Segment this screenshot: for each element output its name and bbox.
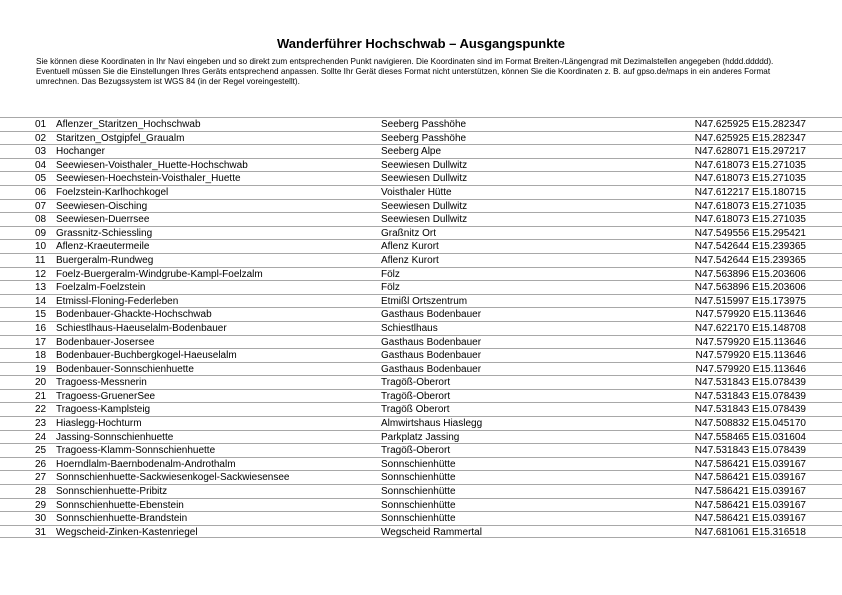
route-number: 21 [35,390,47,402]
route-number: 08 [35,214,47,226]
route-name: Seewiesen-Oisching [56,200,148,212]
table-row [0,443,842,457]
table-row [0,402,842,416]
route-number: 31 [35,526,47,538]
starting-point: Seewiesen Dullwitz [381,214,468,226]
table-row [0,267,842,281]
coordinates: N47.622170 E15.148708 [694,322,806,334]
starting-point: Tragöß-Oberort [381,445,451,457]
starting-point: Parkplatz Jassing [381,431,460,443]
table-row [0,457,842,471]
table-row [0,280,842,294]
route-name: Tragoess-Klamm-Sonnschienhuette [56,445,216,457]
starting-point: Schiestlhaus [381,322,438,334]
coordinates: N47.531843 E15.078439 [694,390,806,402]
route-name: Buergeralm-Rundweg [56,254,154,266]
intro-paragraph: Eventuell müssen Sie die Einstellungen Ihres Geräts entsprechend anpassen. Sollte Ihr Gerät dieses Format nicht unterstützen, können Sie die Koordinaten z. B. auf gpso.de/maps in ein anderes Format umrechnen. Das Bezugssystem ist WGS 84 (in der Regel voreingestellt). [36,67,771,86]
route-number: 07 [35,200,47,212]
route-name: Bodenbauer-Buchbergkogel-Haeuselalm [56,350,237,362]
starting-point: Etmißl Ortszentrum [381,295,468,307]
route-name: Jassing-Sonnschienhuette [56,431,174,443]
table-row [0,511,842,525]
table-row [0,158,842,172]
table-row [0,144,842,158]
starting-point: Almwirtshaus Hiaslegg [381,418,483,430]
starting-point: Sonnschienhütte [381,513,456,525]
route-number: 27 [35,472,47,484]
starting-points-table [0,117,842,538]
route-name: Bodenbauer-Josersee [56,336,155,348]
route-number: 01 [35,119,47,130]
route-name: Tragoess-Kamplsteig [56,404,151,416]
route-name: Hiaslegg-Hochturm [56,418,142,430]
table-row [0,294,842,308]
route-name: Bodenbauer-Sonnschienhuette [56,363,194,375]
route-name: Aflenz-Kraeutermeile [56,241,150,253]
coordinates: N47.508832 E15.045170 [694,418,806,430]
starting-point: Seeberg Alpe [381,146,442,158]
starting-point: Aflenz Kurort [381,241,439,253]
starting-point: Tragöß-Oberort [381,390,451,402]
coordinates: N47.558465 E15.031604 [694,431,806,443]
route-number: 12 [35,268,47,280]
route-name: Grassnitz-Schiessling [56,227,153,239]
route-name: Foelzstein-Karlhochkogel [56,186,169,198]
starting-point: Seewiesen Dullwitz [381,159,468,171]
table-row [0,185,842,199]
route-number: 11 [35,254,46,266]
starting-point: Seewiesen Dullwitz [381,173,468,185]
table-row [0,389,842,403]
coordinates: N47.586421 E15.039167 [694,513,806,525]
table-row [0,171,842,185]
route-number: 15 [35,309,47,321]
route-name: Sonnschienhuette-Brandstein [56,513,188,525]
route-name: Foelzalm-Foelzstein [56,282,146,294]
table-row [0,131,842,145]
table-row [0,375,842,389]
route-name: Etmissl-Floning-Federleben [56,295,179,307]
coordinates: N47.625925 E15.282347 [694,132,806,144]
route-number: 19 [35,363,47,375]
route-name: Sonnschienhuette-Ebenstein [56,499,184,511]
route-name: Sonnschienhuette-Sackwiesenkogel-Sackwiesensee [56,472,290,484]
starting-point: Sonnschienhütte [381,499,456,511]
route-number: 03 [35,146,47,158]
starting-point: Gasthaus Bodenbauer [381,350,482,362]
table-row [0,321,842,335]
route-number: 05 [35,173,47,185]
table-row [0,525,842,539]
coordinates: N47.586421 E15.039167 [694,458,806,470]
coordinates: N47.612217 E15.180715 [694,186,806,198]
route-number: 23 [35,418,47,430]
route-name: Seewiesen-Duerrsee [56,214,150,226]
table-row [0,416,842,430]
coordinates: N47.542644 E15.239365 [694,254,806,266]
starting-point: Tragöß-Oberort [381,377,451,389]
route-number: 30 [35,513,47,525]
starting-point: Fölz [381,282,400,294]
route-name: Wegscheid-Zinken-Kastenriegel [56,526,198,538]
starting-point: Graßnitz Ort [381,227,437,239]
table-row [0,470,842,484]
table-row [0,484,842,498]
route-name: Foelz-Buergeralm-Windgrube-Kampl-Foelzalm [56,268,263,280]
coordinates: N47.542644 E15.239365 [694,241,806,253]
route-number: 26 [35,458,47,470]
coordinates: N47.579920 E15.113646 [695,309,806,321]
table-row [0,498,842,512]
coordinates: N47.586421 E15.039167 [694,499,806,511]
starting-point: Seeberg Passhöhe [381,132,467,144]
starting-point: Seeberg Passhöhe [381,119,467,130]
route-name: Staritzen_Ostgipfel_Graualm [56,132,185,144]
route-number: 22 [35,404,47,416]
starting-point: Sonnschienhütte [381,486,456,498]
starting-point: Aflenz Kurort [381,254,439,266]
route-number: 09 [35,227,47,239]
coordinates: N47.618073 E15.271035 [694,214,806,226]
route-name: Tragoess-Messnerin [56,377,147,389]
route-name: Hochanger [56,146,105,158]
route-number: 06 [35,186,47,198]
route-number: 20 [35,377,47,389]
coordinates: N47.531843 E15.078439 [694,404,806,416]
route-number: 14 [35,295,47,307]
starting-point: Sonnschienhütte [381,458,456,470]
route-number: 17 [35,336,47,348]
starting-point: Seewiesen Dullwitz [381,200,468,212]
coordinates: N47.681061 E15.316518 [694,526,806,538]
table-row [0,253,842,267]
route-name: Aflenzer_Staritzen_Hochschwab [56,119,201,130]
starting-point: Gasthaus Bodenbauer [381,309,482,321]
route-number: 25 [35,445,47,457]
coordinates: N47.579920 E15.113646 [695,363,806,375]
starting-point: Gasthaus Bodenbauer [381,363,482,375]
coordinates: N47.618073 E15.271035 [694,200,806,212]
table-row [0,362,842,376]
coordinates: N47.531843 E15.078439 [694,377,806,389]
coordinates: N47.586421 E15.039167 [694,472,806,484]
route-name: Seewiesen-Voisthaler_Huette-Hochschwab [56,159,248,171]
coordinates: N47.586421 E15.039167 [694,486,806,498]
route-name: Bodenbauer-Ghackte-Hochschwab [56,309,212,321]
coordinates: N47.563896 E15.203606 [694,282,806,294]
table-row [0,226,842,240]
page-title: Wanderführer Hochschwab – Ausgangspunkte [277,36,565,51]
starting-point: Voisthaler Hütte [381,186,452,198]
route-name: Hoerndlalm-Baernbodenalm-Androthalm [56,458,236,470]
starting-point: Tragöß Oberort [381,404,450,416]
table-row [0,348,842,362]
coordinates: N47.531843 E15.078439 [694,445,806,457]
route-number: 04 [35,159,47,171]
coordinates: N47.549556 E15.295421 [694,227,806,239]
route-name: Seewiesen-Hoechstein-Voisthaler_Huette [56,173,241,185]
route-number: 24 [35,431,47,443]
route-number: 13 [35,282,47,294]
coordinates: N47.579920 E15.113646 [695,350,806,362]
coordinates: N47.618073 E15.271035 [694,173,806,185]
coordinates: N47.515997 E15.173975 [694,295,806,307]
route-number: 28 [35,486,47,498]
route-number: 16 [35,322,47,334]
route-number: 18 [35,350,47,362]
intro-paragraph: Sie können diese Koordinaten in Ihr Navi eingeben und so direkt zum entsprechenden Punkt navigieren. Die Koordinaten sind im Format Breiten-/Längengrad mit Dezimalstellen angegeben (hddd.ddddd). [36,57,774,66]
starting-point: Sonnschienhütte [381,472,456,484]
coordinates: N47.625925 E15.282347 [694,119,806,130]
route-number: 02 [35,132,47,144]
table-row [0,430,842,444]
table-row [0,335,842,349]
starting-point: Fölz [381,268,400,280]
route-number: 29 [35,499,47,511]
starting-point: Gasthaus Bodenbauer [381,336,482,348]
starting-point: Wegscheid Rammertal [381,526,482,538]
coordinates: N47.628071 E15.297217 [694,146,806,158]
route-name: Tragoess-GruenerSee [56,390,156,402]
table-row [0,212,842,226]
coordinates: N47.563896 E15.203606 [694,268,806,280]
route-number: 10 [35,241,47,253]
route-name: Sonnschienhuette-Pribitz [56,486,168,498]
table-row [0,117,842,131]
coordinates: N47.579920 E15.113646 [695,336,806,348]
table-row [0,239,842,253]
coordinates: N47.618073 E15.271035 [694,159,806,171]
table-row [0,307,842,321]
route-name: Schiestlhaus-Haeuselalm-Bodenbauer [56,322,227,334]
table-row [0,199,842,213]
intro-text [36,57,808,87]
